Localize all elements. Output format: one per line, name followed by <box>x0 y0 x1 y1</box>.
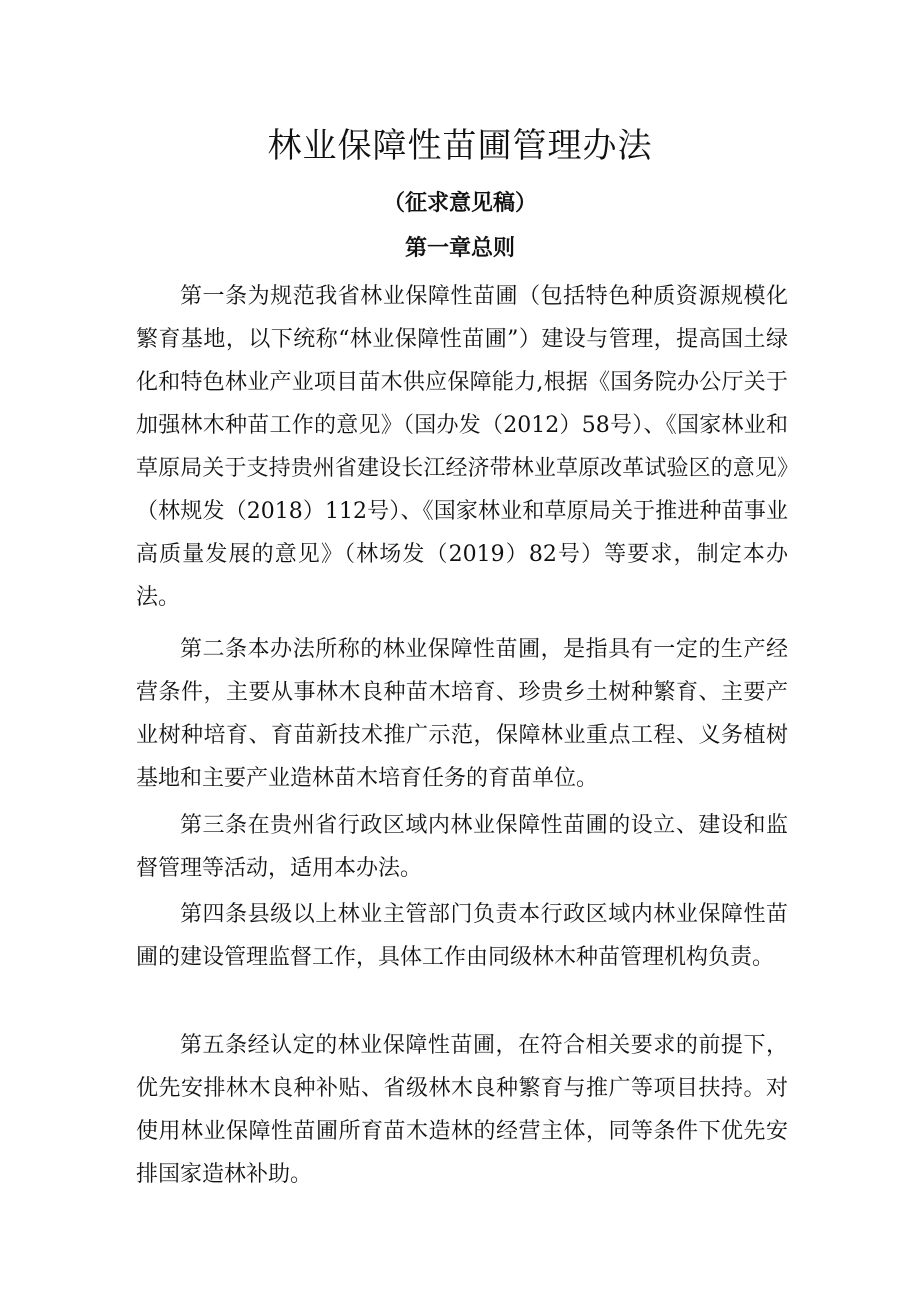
article-3: 第三条在贵州省行政区域内林业保障性苗圃的设立、建设和监督管理等活动，适用本办法。 <box>136 813 788 881</box>
document-title: 林业保障性苗圃管理办法 <box>267 126 653 166</box>
article-1: 第一条为规范我省林业保障性苗圃（包括特色种质资源规模化繁育基地，以下统称“林业保障性苗圃”）建设与管理，提高国土绿化和特色林业产业项目苗木供应保障能力,根据《国务院办公厅关于加强林木种苗工作的意见》（国办发（2012）58号）、《国家林业和草原局关于支持贵州省建设长江经济带林业草原改革试验区的意见》（林规发（2018）112号）、《国家林业和草原局关于推进种苗事业高质量发展的意见》（林场发（2019）82号）等要求，制定本办法。 <box>136 284 788 610</box>
article-2: 第二条本办法所称的林业保障性苗圃，是指具有一定的生产经营条件，主要从事林木良种苗木培育、珍贵乡土树种繁育、主要产业树种培育、育苗新技术推广示范，保障林业重点工程、义务植树基地和主要产业造林苗木培育任务的育苗单位。 <box>136 637 788 791</box>
chapter-heading: 第一章总则 <box>404 236 515 261</box>
article-5: 第五条经认定的林业保障性苗圃，在符合相关要求的前提下，优先安排林木良种补贴、省级林木良种繁育与推广等项目扶持。对使用林业保障性苗圃所育苗木造林的经营主体，同等条件下优先安排国家造林补助。 <box>136 1033 788 1187</box>
document-subtitle: （征求意见稿） <box>382 191 537 216</box>
article-4: 第四条县级以上林业主管部门负责本行政区域内林业保障性苗圃的建设管理监督工作，具体工作由同级林木种苗管理机构负责。 <box>136 902 788 970</box>
